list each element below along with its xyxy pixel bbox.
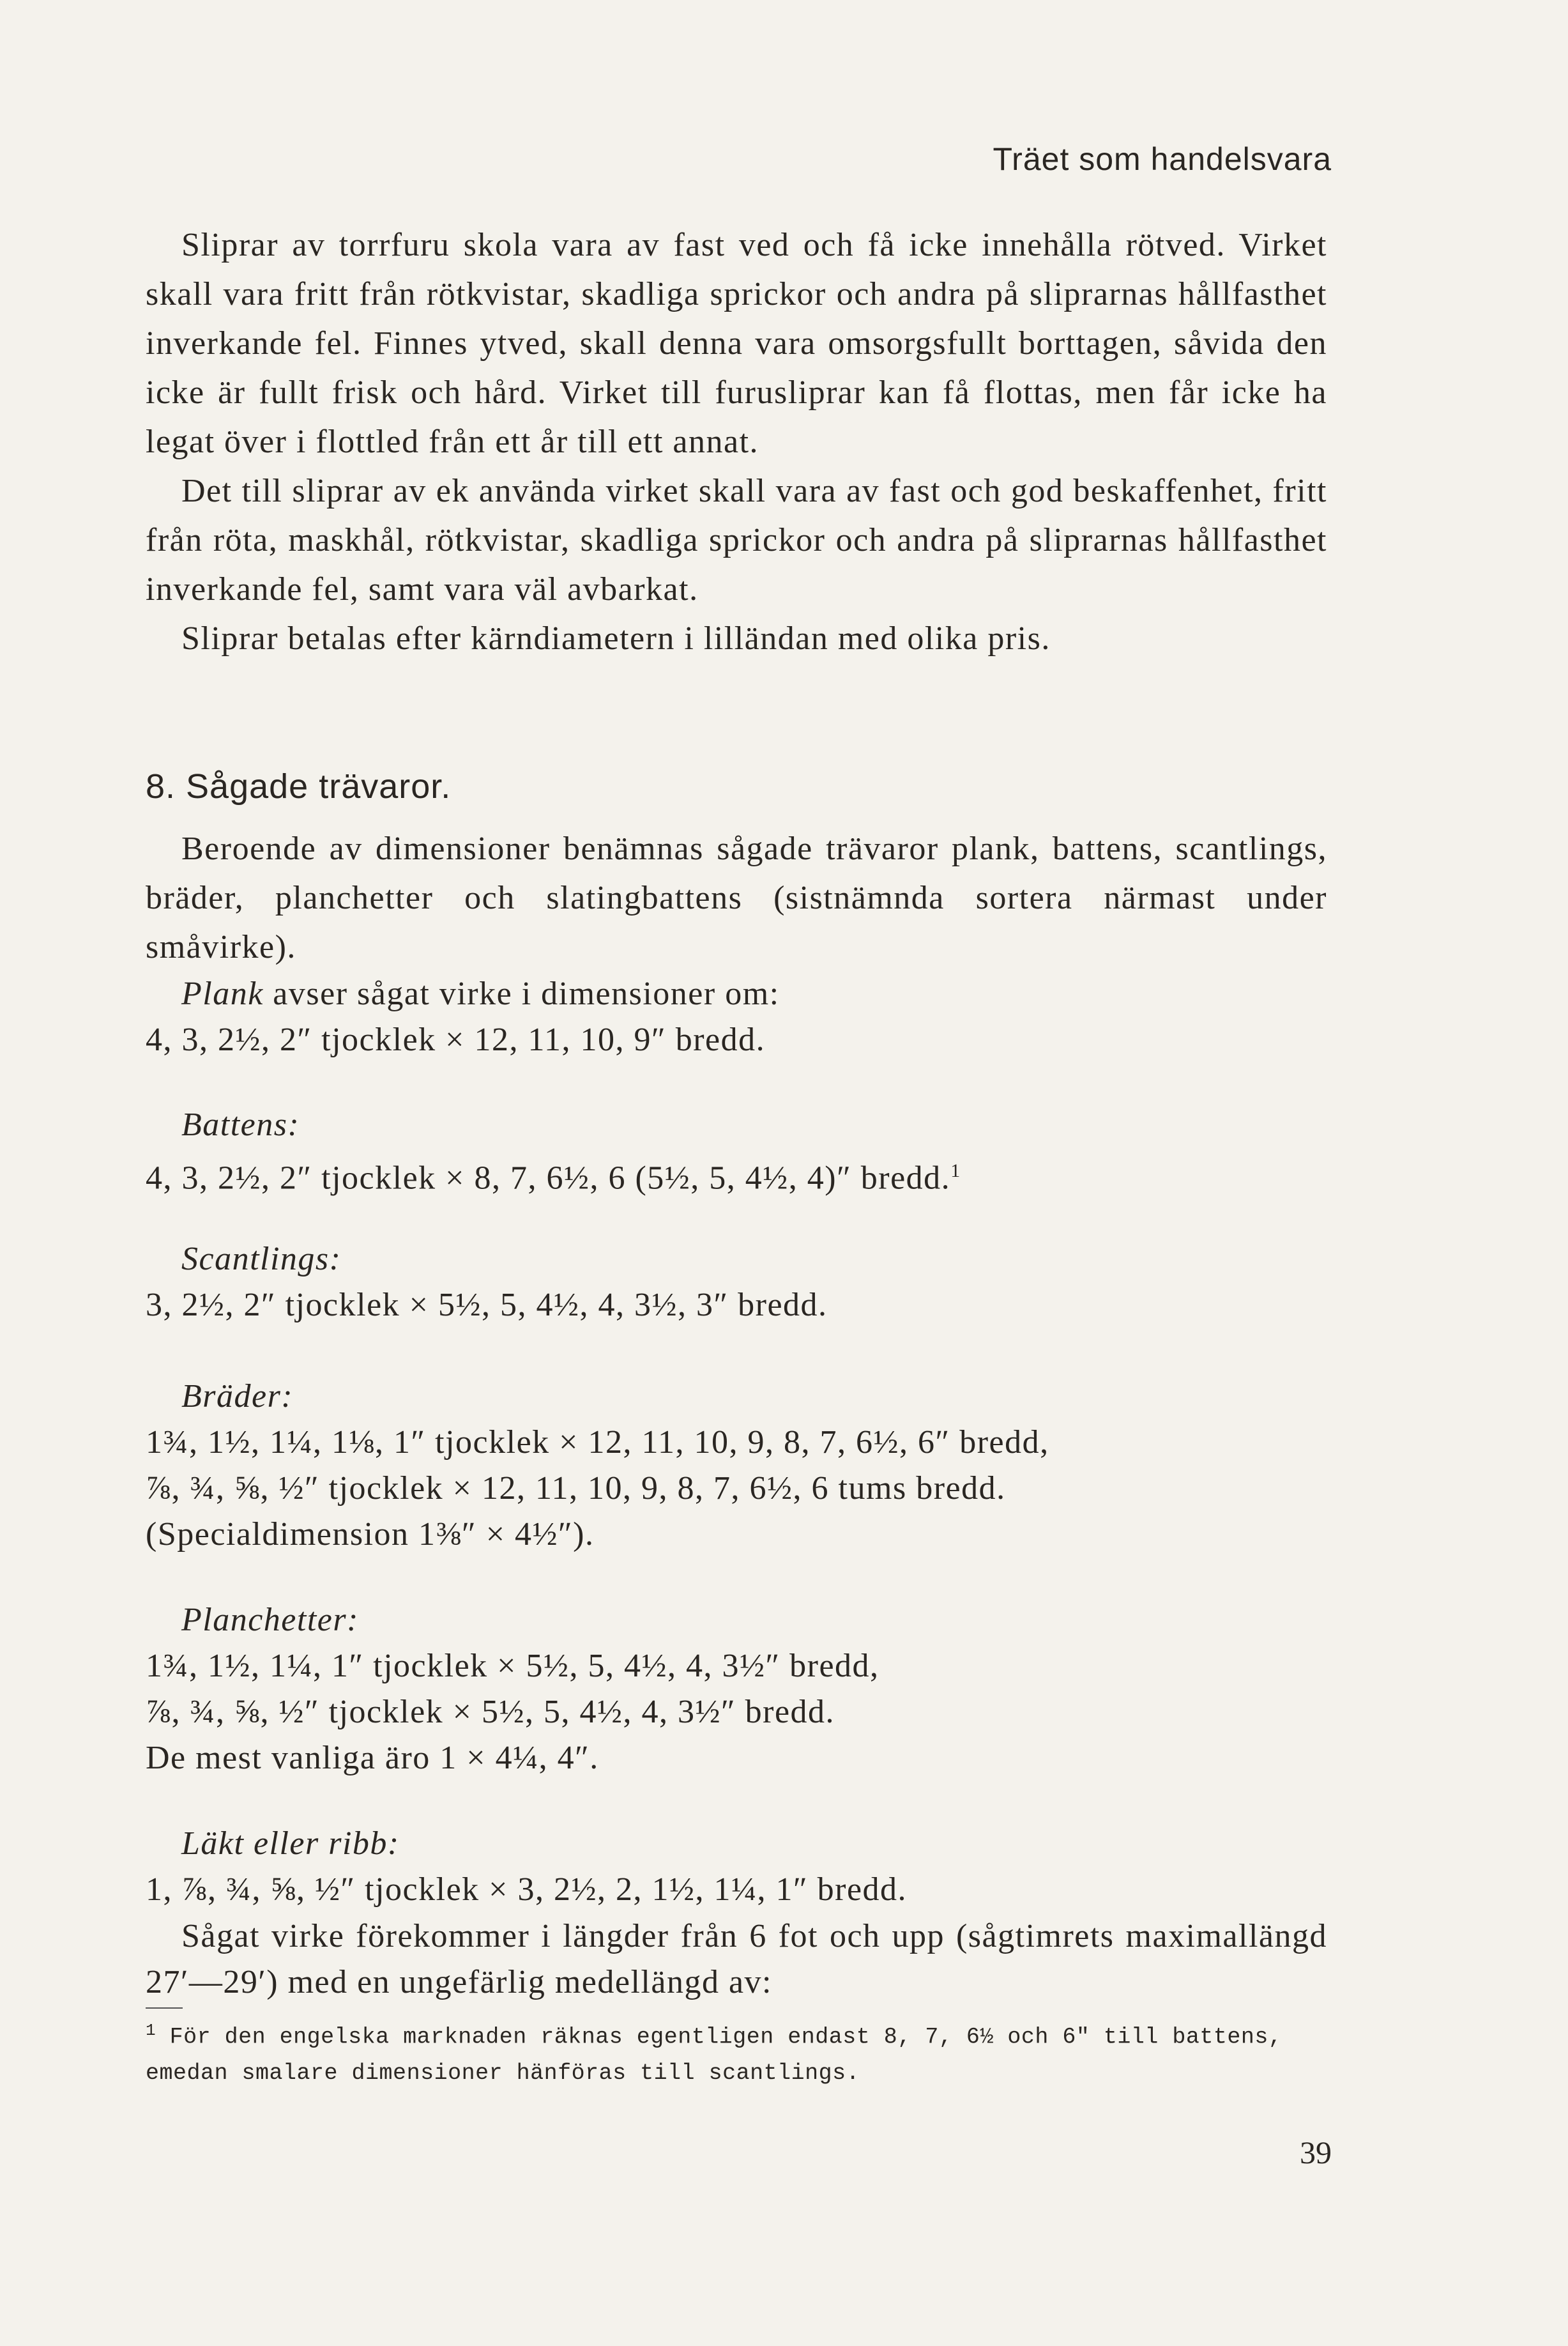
page-number: 39 [1300,2135,1332,2170]
brader-label: Bräder: [181,1378,294,1414]
planchetter-entry [146,1597,1359,1781]
battens-entry [146,1102,1359,1201]
footnote-rule [146,2007,183,2009]
planchetter-label: Planchetter: [181,1602,359,1638]
paragraph: Sågat virke förekommer i längder från 6 fot och upp (sågtimrets maximallängd 27′—29′) med en ungefärlig medellängd av: [146,1918,1327,2000]
planchetter-line: De mest vanliga äro 1 × 4¼, 4″. [146,1740,599,1776]
footnote [146,2012,1327,2091]
plank-entry [146,971,1359,1063]
brader-line: ⅞, ¾, ⅝, ½″ tjocklek × 12, 11, 10, 9, 8, 7, 6½, 6 tums bredd. [146,1470,1006,1506]
brader-entry [146,1374,1359,1558]
scantlings-label: Scantlings: [181,1241,342,1277]
footnote-text: För den engelska marknaden räknas egentligen endast 8, 7, 6½ och 6″ till battens, emedan smalare dimensioner hänföras till scantlings. [146,2024,1283,2086]
footnote-ref: 1 [950,1160,961,1181]
plank-text: avser sågat virke i dimensioner om: [273,976,780,1012]
intro-block [146,220,1327,663]
battens-dims: 4, 3, 2½, 2″ tjocklek × 8, 7, 6½, 6 (5½, 5, 4½, 4)″ bredd. [146,1160,951,1197]
lakt-label: Läkt eller ribb: [181,1825,400,1862]
planchetter-line: 1¾, 1½, 1¼, 1″ tjocklek × 5½, 5, 4½, 4, 3½″ bredd, [146,1648,879,1684]
brader-line: 1¾, 1½, 1¼, 1⅛, 1″ tjocklek × 12, 11, 10, 9, 8, 7, 6½, 6″ bredd, [146,1424,1049,1460]
battens-dims-line [146,1148,1359,1201]
lakt-line: 1, ⅞, ¾, ⅝, ½″ tjocklek × 3, 2½, 2, 1½, 1¼, 1″ bredd. [146,1871,908,1908]
paragraph: Sliprar av torrfuru skola vara av fast ved och få icke innehålla rötved. Virket skall vara fritt från rötkvistar, skadliga sprickor och andra på sliprarnas hållfasthet inverkande fel. Finnes ytved, skall denna vara omsorgsfullt borttagen, såvida den icke är fullt frisk och hård. Virket till furusliprar kan få flottas, men får icke ha legat över i flottled från ett år till ett annat. [146,227,1327,460]
plank-dims: 4, 3, 2½, 2″ tjocklek × 12, 11, 10, 9″ bredd. [146,1022,766,1058]
plank-definition [146,971,1359,1017]
paragraph: Beroende av dimensioner benämnas sågade trävaror plank, battens, scantlings, bräder, planchetter och slatingbattens (sistnämnda sortera närmast under småvirke). [146,831,1327,965]
closing-block [146,1913,1327,2005]
battens-label: Battens: [181,1107,300,1143]
section-intro [146,824,1327,972]
running-header: Träet som handelsvara [993,141,1332,177]
footnote-marker: 1 [146,2021,156,2040]
lakt-entry [146,1821,1359,1913]
brader-line: (Specialdimension 1⅜″ × 4½″). [146,1516,595,1552]
section-heading: 8. Sågade trävaror. [146,767,452,806]
planchetter-line: ⅞, ¾, ⅝, ½″ tjocklek × 5½, 5, 4½, 4, 3½″ bredd. [146,1694,835,1730]
paragraph: Det till sliprar av ek använda virket skall vara av fast och god beskaffenhet, fritt från röta, maskhål, rötkvistar, skadliga sprickor och andra på sliprarnas hållfasthet inverkande fel, samt vara väl avbarkat. [146,473,1327,608]
scantlings-dims: 3, 2½, 2″ tjocklek × 5½, 5, 4½, 4, 3½, 3″ bredd. [146,1287,828,1323]
scantlings-entry [146,1236,1359,1328]
paragraph: Sliprar betalas efter kärndiametern i lilländan med olika pris. [181,620,1051,657]
plank-label: Plank [181,976,264,1012]
